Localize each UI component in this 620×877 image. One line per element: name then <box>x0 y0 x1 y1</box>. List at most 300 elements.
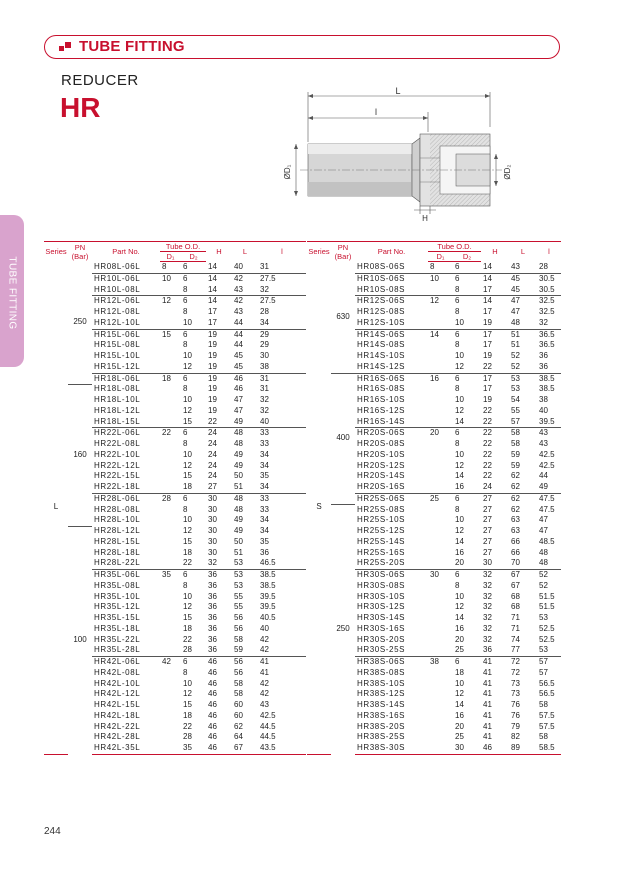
d1-cell <box>428 558 453 569</box>
d2-cell: 6 <box>453 657 481 668</box>
L-cell: 55 <box>234 602 243 612</box>
h-cell: 30 <box>208 547 217 557</box>
L-cell: 68 <box>511 591 520 601</box>
part-no-cell: HR38S-30S <box>355 743 428 754</box>
h-cell: 17 <box>208 307 217 316</box>
L-cell: 49 <box>234 515 243 525</box>
L-cell: 45 <box>234 361 243 371</box>
L-cell: 58 <box>234 678 243 688</box>
h-cell: 14 <box>208 261 217 271</box>
part-no-cell: HR25S-20S <box>357 558 406 568</box>
part-no-cell: HR42L-18L <box>94 710 141 720</box>
l-cell: 47.5 <box>537 493 561 504</box>
col-h: H <box>206 242 232 262</box>
d1-cell <box>160 645 181 656</box>
d2-cell: 18 <box>455 667 464 677</box>
l-cell: 29 <box>258 329 306 340</box>
d1-cell <box>428 613 453 624</box>
l-cell: 52.5 <box>539 623 555 633</box>
section-title: TUBE FITTING <box>79 38 185 55</box>
L-cell: 55 <box>511 405 520 415</box>
part-no-cell: HR18L-15L <box>94 416 141 426</box>
d1-cell <box>160 307 181 318</box>
part-no-cell: HR38S-14S <box>357 700 406 709</box>
col-series: Series <box>44 242 68 262</box>
part-no-cell: HR25S-08S <box>357 504 406 514</box>
part-no-cell: HR35L-12L <box>94 602 141 612</box>
col-part: Part No. <box>355 242 428 262</box>
section-squares-icon <box>59 42 71 52</box>
d2-cell: 6 <box>453 373 481 384</box>
l-cell: 32.5 <box>537 296 561 307</box>
part-no-cell: HR35L-06L <box>92 570 160 581</box>
d1-cell: 20 <box>428 428 453 439</box>
d1-cell <box>428 351 453 362</box>
d2-cell: 10 <box>455 395 464 404</box>
part-no-cell: HR30S-08S <box>357 580 406 590</box>
d1-cell <box>428 732 453 743</box>
d1-cell <box>428 450 453 461</box>
l-cell: 56.5 <box>539 689 555 699</box>
L-cell: 68 <box>511 602 520 612</box>
part-no-cell: HR30S-10S <box>357 591 406 601</box>
d2-cell: 14 <box>455 613 464 622</box>
d2-cell: 10 <box>455 449 464 459</box>
L-cell: 49 <box>234 449 243 459</box>
h-cell: 46 <box>208 667 217 677</box>
d1-cell <box>160 439 181 450</box>
d1-cell <box>428 722 453 733</box>
part-no-cell: HR16S-08S <box>357 384 406 394</box>
l-cell: 42.5 <box>260 710 276 720</box>
L-cell: 53 <box>234 580 243 590</box>
L-cell: 56 <box>232 657 258 668</box>
part-no-cell: HR28L-15L <box>94 536 141 546</box>
l-cell: 42.5 <box>539 449 555 459</box>
L-cell: 79 <box>511 721 520 731</box>
part-no-cell: HR16S-14S <box>357 416 406 426</box>
l-cell: 47 <box>539 515 548 525</box>
l-cell: 34 <box>260 449 269 459</box>
l-cell: 44.5 <box>260 732 276 742</box>
d1-cell <box>428 461 453 472</box>
l-cell: 38.5 <box>537 373 561 384</box>
d2-cell: 6 <box>453 296 481 307</box>
pn-cell: 250 <box>331 505 355 755</box>
d2-cell: 25 <box>455 732 464 742</box>
l-cell: 53 <box>539 645 548 655</box>
d2-cell: 8 <box>183 439 188 448</box>
col-L: L <box>232 242 258 262</box>
d2-cell: 12 <box>183 602 192 612</box>
d1-cell <box>428 645 453 656</box>
col-d1: D₁ <box>160 252 181 262</box>
part-no-cell: HR38S-10S <box>357 678 406 688</box>
part-no-cell: HR28L-06L <box>92 493 160 504</box>
d1-cell: 12 <box>428 296 453 307</box>
h-cell: 36 <box>208 634 217 644</box>
d1-cell <box>428 581 453 592</box>
l-cell: 43 <box>539 439 548 448</box>
part-no-cell: HR25S-16S <box>357 547 406 557</box>
h-cell: 32 <box>483 591 492 601</box>
h-cell: 27 <box>481 493 509 504</box>
d1-cell <box>160 592 181 603</box>
l-cell: 34 <box>260 460 269 470</box>
L-cell: 52 <box>511 361 520 371</box>
L-cell: 51 <box>234 547 243 557</box>
h-cell: 30 <box>208 504 217 514</box>
col-pn: PN (Bar) <box>68 242 92 262</box>
L-cell: 63 <box>511 515 520 525</box>
d1-cell <box>160 700 181 711</box>
d1-cell: 10 <box>428 273 453 284</box>
part-no-cell: HR35L-15L <box>94 613 141 622</box>
part-no-cell: HR22L-06L <box>92 428 160 439</box>
d2-cell: 8 <box>455 504 460 514</box>
d2-cell: 6 <box>453 570 481 581</box>
d1-cell <box>160 558 181 569</box>
d2-cell: 8 <box>455 439 460 448</box>
right-table-body <box>307 262 561 755</box>
d2-cell: 12 <box>455 602 464 612</box>
L-cell: 72 <box>509 657 537 668</box>
dim-D1-label: ØD₁ <box>283 164 292 180</box>
L-cell: 45 <box>234 351 243 360</box>
d1-cell <box>428 439 453 450</box>
L-cell: 43 <box>234 284 243 294</box>
h-cell: 24 <box>483 482 492 491</box>
h-cell: 46 <box>208 700 217 709</box>
d2-cell: 10 <box>183 678 192 688</box>
h-cell: 41 <box>483 689 492 699</box>
d2-cell: 10 <box>183 449 192 459</box>
L-cell: 71 <box>511 623 520 633</box>
l-cell: 57.5 <box>539 710 555 720</box>
L-cell: 42 <box>232 273 258 284</box>
l-cell: 28 <box>539 261 548 271</box>
part-no-cell: HR38S-06S <box>355 657 428 668</box>
L-cell: 46 <box>232 373 258 384</box>
d1-cell: 30 <box>428 570 453 581</box>
d1-cell <box>160 613 181 624</box>
h-cell: 30 <box>208 526 217 535</box>
l-cell: 33 <box>258 428 306 439</box>
l-cell: 48 <box>539 547 548 557</box>
d2-cell: 20 <box>455 721 464 731</box>
d2-cell: 14 <box>455 536 464 546</box>
L-cell: 66 <box>511 547 520 557</box>
d2-cell: 10 <box>455 317 464 327</box>
d1-cell <box>160 318 181 329</box>
part-no-cell: HR22L-12L <box>94 460 141 470</box>
L-cell: 50 <box>234 471 243 481</box>
d1-cell <box>428 285 453 296</box>
col-h: H <box>481 242 509 262</box>
h-cell: 32 <box>483 623 492 633</box>
d1-cell: 15 <box>160 329 181 340</box>
h-cell: 36 <box>208 580 217 590</box>
L-cell: 70 <box>511 558 520 568</box>
h-cell: 27 <box>483 536 492 546</box>
h-cell: 41 <box>483 700 492 709</box>
d2-cell: 15 <box>183 471 192 481</box>
l-cell: 32.5 <box>539 307 555 316</box>
d2-cell: 6 <box>455 262 460 271</box>
l-cell: 41 <box>260 667 269 677</box>
l-cell: 42 <box>260 634 269 644</box>
l-cell: 35 <box>260 471 269 481</box>
d1-cell <box>428 482 453 493</box>
d2-cell: 14 <box>455 471 464 481</box>
l-cell: 32 <box>260 405 269 415</box>
d2-cell: 15 <box>183 613 192 622</box>
part-no-cell: HR14S-06S <box>355 329 428 340</box>
part-no-cell: HR42L-15L <box>94 700 141 709</box>
d1-cell <box>160 602 181 613</box>
L-cell: 49 <box>234 526 243 535</box>
product-code: HR <box>60 92 101 123</box>
l-cell: 43.5 <box>258 743 306 754</box>
h-cell: 24 <box>208 449 217 459</box>
L-cell: 56 <box>234 623 243 633</box>
d2-cell: 6 <box>181 373 206 384</box>
h-cell: 19 <box>483 395 492 404</box>
part-no-cell: HR30S-12S <box>357 602 406 612</box>
l-cell: 28 <box>260 307 269 316</box>
h-cell: 24 <box>208 439 217 448</box>
d1-cell <box>160 581 181 592</box>
L-cell: 51 <box>509 329 537 340</box>
d2-cell: 14 <box>455 416 464 426</box>
d2-cell: 6 <box>181 570 206 581</box>
part-no-cell: HR16S-06S <box>355 373 428 384</box>
d2-cell: 12 <box>183 689 192 699</box>
d2-cell: 10 <box>455 351 464 360</box>
L-cell: 44 <box>234 340 243 350</box>
d2-cell: 12 <box>455 405 464 415</box>
d1-cell <box>160 732 181 743</box>
part-no-cell: HR35L-10L <box>94 591 141 601</box>
l-cell: 27.5 <box>258 296 306 307</box>
part-no-cell: HR28L-18L <box>94 547 141 557</box>
l-cell: 52.5 <box>539 634 555 644</box>
d1-cell <box>428 635 453 646</box>
dim-l-label: l <box>375 107 377 117</box>
d1-cell <box>160 548 181 559</box>
d2-cell: 22 <box>183 634 192 644</box>
h-cell: 46 <box>208 721 217 731</box>
L-cell: 47 <box>234 395 243 404</box>
col-tube-od: Tube O.D. <box>428 242 481 252</box>
d1-cell <box>428 340 453 351</box>
col-l: l <box>537 242 561 262</box>
l-cell: 43 <box>260 700 269 709</box>
h-cell: 27 <box>483 547 492 557</box>
L-cell: 56 <box>234 613 243 622</box>
d1-cell <box>428 471 453 482</box>
h-cell: 22 <box>208 416 217 426</box>
h-cell: 17 <box>483 384 492 394</box>
h-cell: 17 <box>208 317 217 327</box>
h-cell: 19 <box>206 329 232 340</box>
l-cell: 35 <box>260 536 269 546</box>
d2-cell: 16 <box>455 710 464 720</box>
l-cell: 36 <box>539 361 548 371</box>
series-cell: S <box>307 262 331 755</box>
part-no-cell: HR28L-08L <box>94 504 141 514</box>
d1-cell <box>428 668 453 679</box>
d2-cell: 10 <box>183 591 192 601</box>
d1-cell: 35 <box>160 570 181 581</box>
L-cell: 58 <box>234 634 243 644</box>
h-cell: 46 <box>208 678 217 688</box>
h-cell: 32 <box>483 613 492 622</box>
L-cell: 50 <box>234 536 243 546</box>
part-no-cell: HR14S-12S <box>357 361 406 371</box>
part-no-cell: HR18L-10L <box>94 395 141 404</box>
h-cell: 36 <box>208 623 217 633</box>
right-spec-table <box>307 241 561 755</box>
d2-cell: 10 <box>455 591 464 601</box>
d2-cell: 6 <box>181 329 206 340</box>
L-cell: 48 <box>232 428 258 439</box>
pn-cell: 100 <box>68 526 92 754</box>
d1-cell <box>160 362 181 373</box>
h-cell: 19 <box>208 384 217 394</box>
part-no-cell: HR25S-10S <box>357 515 406 525</box>
l-cell: 34 <box>260 482 269 491</box>
d1-cell <box>428 602 453 613</box>
l-cell: 31 <box>260 384 269 394</box>
l-cell: 36 <box>260 547 269 557</box>
d2-cell: 10 <box>455 678 464 688</box>
l-cell: 57.5 <box>539 721 555 731</box>
l-cell: 34 <box>260 317 269 327</box>
L-cell: 52 <box>511 351 520 360</box>
l-cell: 51.5 <box>539 591 555 601</box>
d2-cell: 8 <box>455 340 460 350</box>
h-cell: 19 <box>208 361 217 371</box>
d2-cell: 12 <box>183 405 192 415</box>
part-no-cell: HR35L-08L <box>94 580 141 590</box>
l-cell: 27.5 <box>258 273 306 284</box>
d2-cell: 8 <box>183 384 188 394</box>
l-cell: 38.5 <box>539 384 555 394</box>
d1-cell <box>160 340 181 351</box>
part-no-cell: HR25S-14S <box>357 536 406 546</box>
h-cell: 14 <box>206 296 232 307</box>
d2-cell: 8 <box>455 307 460 316</box>
d1-cell <box>160 537 181 548</box>
part-no-cell: HR16S-10S <box>357 395 406 404</box>
part-no-cell: HR20S-06S <box>355 428 428 439</box>
part-no-cell: HR20S-16S <box>357 482 406 491</box>
L-cell: 51 <box>511 340 520 350</box>
d1-cell <box>160 450 181 461</box>
h-cell: 22 <box>483 405 492 415</box>
l-cell: 33 <box>260 504 269 514</box>
part-no-cell: HR14S-10S <box>357 351 406 360</box>
d2-cell: 12 <box>183 460 192 470</box>
l-cell: 34 <box>260 515 269 525</box>
l-cell: 39.5 <box>539 416 555 426</box>
L-cell: 67 <box>509 570 537 581</box>
l-cell: 47.5 <box>539 504 555 514</box>
pn-cell: 630 <box>336 311 350 321</box>
part-no-cell: HR38S-25S <box>357 732 406 742</box>
part-no-cell: HR20S-10S <box>357 449 406 459</box>
L-cell: 62 <box>511 504 520 514</box>
L-cell: 49 <box>234 416 243 426</box>
d1-cell: 12 <box>160 296 181 307</box>
L-cell: 46 <box>234 384 243 394</box>
h-cell: 19 <box>483 351 492 360</box>
part-no-cell: HR42L-10L <box>94 678 141 688</box>
h-cell: 27 <box>483 515 492 525</box>
d1-cell <box>428 505 453 516</box>
l-cell: 38 <box>260 361 269 371</box>
l-cell: 42 <box>260 689 269 699</box>
l-cell: 32 <box>260 284 269 294</box>
part-no-cell: HR12L-10L <box>94 317 141 327</box>
h-cell: 14 <box>483 261 492 271</box>
h-cell: 36 <box>208 613 217 622</box>
part-no-cell: HR30S-25S <box>357 645 406 655</box>
d2-cell: 10 <box>183 351 192 360</box>
col-l: l <box>258 242 306 262</box>
l-cell: 33 <box>258 493 306 504</box>
d1-cell <box>160 482 181 493</box>
L-cell: 71 <box>511 613 520 622</box>
h-cell: 27 <box>483 526 492 535</box>
part-no-cell: HR15L-08L <box>94 340 141 350</box>
d1-cell <box>160 711 181 722</box>
L-cell: 47 <box>234 405 243 415</box>
h-cell: 27 <box>483 504 492 514</box>
d1-cell <box>160 471 181 482</box>
part-no-cell: HR10S-06S <box>355 273 428 284</box>
d1-cell <box>428 406 453 417</box>
h-cell: 32 <box>481 570 509 581</box>
h-cell: 36 <box>208 591 217 601</box>
L-cell: 59 <box>234 645 243 655</box>
part-no-cell: HR25S-06S <box>355 493 428 504</box>
part-no-cell: HR22L-08L <box>94 439 141 448</box>
pn-cell: 160 <box>68 384 92 526</box>
h-cell: 24 <box>208 460 217 470</box>
part-no-cell: HR42L-12L <box>94 689 141 699</box>
l-cell: 58 <box>539 700 548 709</box>
l-cell: 29 <box>260 340 269 350</box>
L-cell: 48 <box>234 439 243 448</box>
part-no-cell: HR22L-15L <box>94 471 141 481</box>
l-cell: 38.5 <box>260 580 276 590</box>
L-cell: 54 <box>511 395 520 404</box>
h-cell: 22 <box>483 361 492 371</box>
h-cell: 46 <box>208 689 217 699</box>
part-no-cell: HR28L-10L <box>94 515 141 525</box>
d1-cell <box>160 384 181 395</box>
L-cell: 56 <box>234 667 243 677</box>
L-cell: 47 <box>511 307 520 316</box>
part-no-cell: HR10L-06L <box>92 273 160 284</box>
d1-cell <box>428 526 453 537</box>
h-cell: 46 <box>208 710 217 720</box>
d1-cell <box>428 318 453 329</box>
L-cell: 62 <box>511 482 520 491</box>
part-no-cell: HR42L-06L <box>92 657 160 668</box>
